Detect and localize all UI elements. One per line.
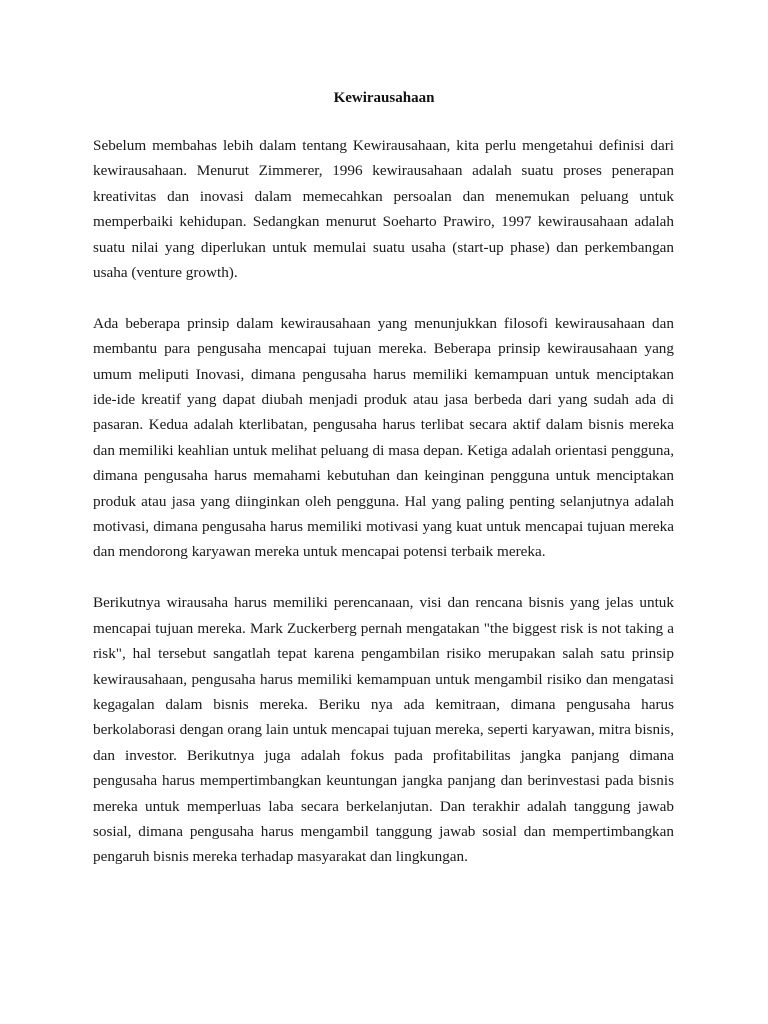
paragraph-planning-risk: Berikutnya wirausaha harus memiliki perencanaan, visi dan rencana bisnis yang jelas untuk mencapai tujuan mereka. Mark Zuckerberg pernah mengatakan "the biggest risk is not taking a risk", hal tersebut sangatlah tepat karena pengambilan risiko merupakan salah satu prinsip kewirausahaan, pengusaha harus memiliki kemampuan untuk mengambil risiko dan mengatasi kegagalan dalam bisnis mereka. Beriku nya ada kemitraan, dimana pengusaha harus berkolaborasi dengan orang lain untuk mencapai tujuan mereka, seperti karyawan, mitra bisnis, dan investor. Berikutnya juga adalah fokus pada profitabilitas jangka panjang dimana pengusaha harus mempertimbangkan keuntungan jangka panjang dan berinvestasi pada bisnis mereka untuk memperluas laba secara berkelanjutan. Dan terakhir adalah tanggung jawab sosial, dimana pengusaha harus mengambil tanggung jawab sosial dan mempertimbangkan pengaruh bisnis mereka terhadap masyarakat dan lingkungan. — [93, 594, 674, 866]
document-title: Kewirausahaan — [333, 90, 435, 106]
paragraph-principles: Ada beberapa prinsip dalam kewirausahaan yang menunjukkan filosofi kewirausahaan dan membantu para pengusaha mencapai tujuan mereka. Beberapa prinsip kewirausahaan yang umum meliputi Inovasi, dimana pengusaha harus memiliki kemampuan untuk menciptakan ide-ide kreatif yang dapat diubah menjadi produk atau jasa berbeda dari yang sudah ada di pasaran. Kedua adalah kterlibatan, pengusaha harus terlibat secara aktif dalam bisnis mereka dan memiliki keahlian untuk melihat peluang di masa depan. Ketiga adalah orientasi pengguna, dimana pengusaha harus memahami kebutuhan dan keinginan pengguna untuk menciptakan produk atau jasa yang diinginkan oleh pengguna. Hal yang paling penting selanjutnya adalah motivasi, dimana pengusaha harus memiliki motivasi yang kuat untuk mencapai tujuan mereka dan mendorong karyawan mereka untuk mencapai potensi terbaik mereka. — [93, 314, 674, 561]
paragraph-definition: Sebelum membahas lebih dalam tentang Kewirausahaan, kita perlu mengetahui definisi dari kewirausahaan. Menurut Zimmerer, 1996 kewirausahaan adalah suatu proses penerapan kreativitas dan inovasi dalam memecahkan persoalan dan menemukan peluang untuk memperbaiki kehidupan. Sedangkan menurut Soeharto Prawiro, 1997 kewirausahaan adalah suatu nilai yang diperlukan untuk memulai suatu usaha (start-up phase) dan perkembangan usaha (venture growth). — [93, 137, 674, 282]
document-body — [93, 133, 674, 895]
